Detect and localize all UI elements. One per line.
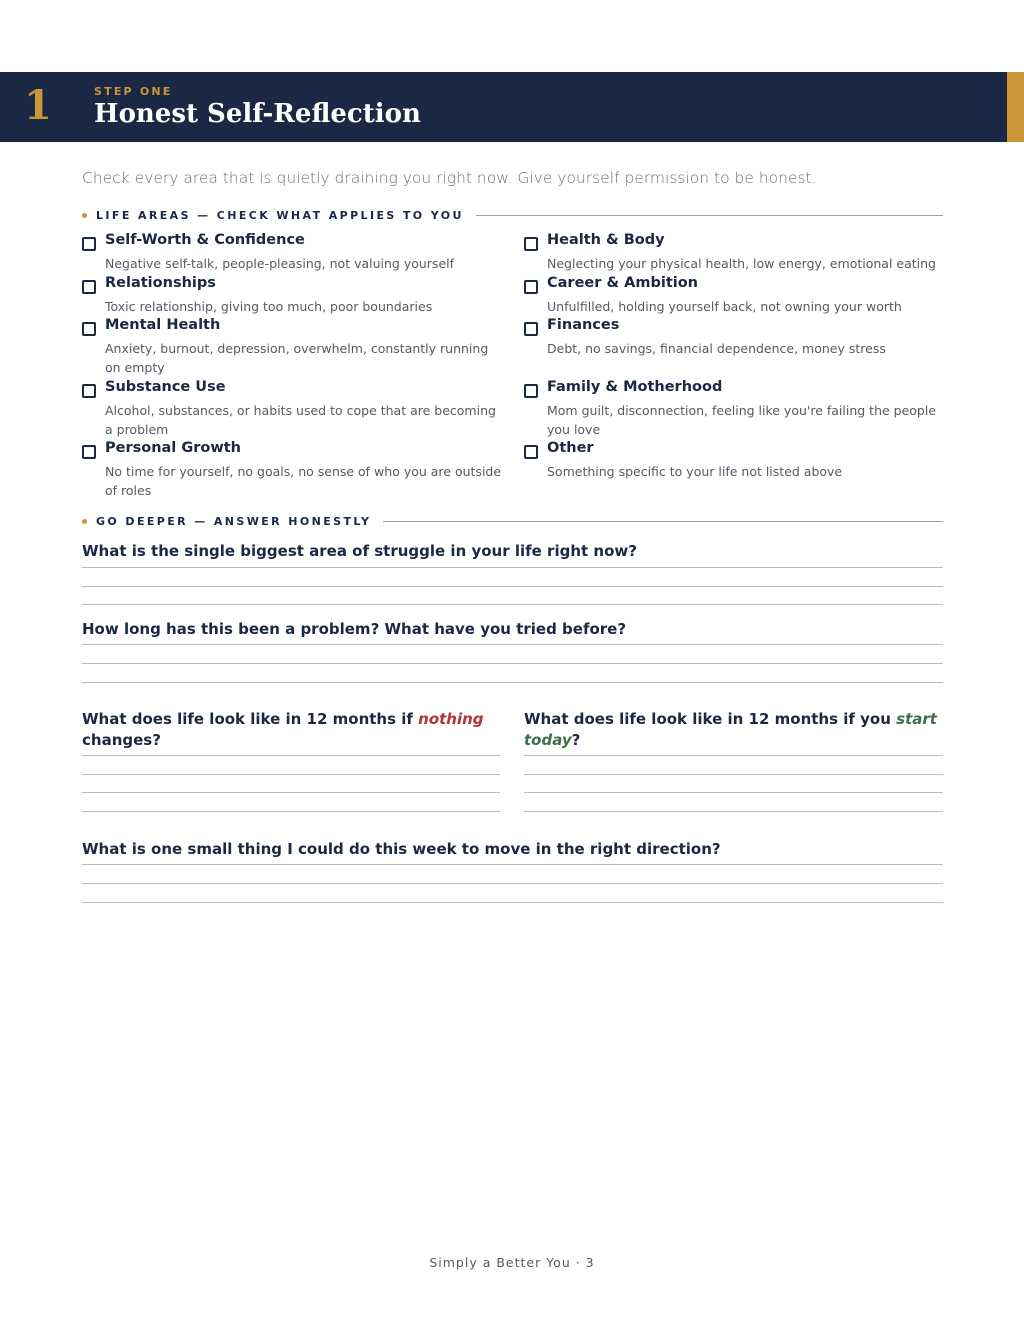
checkbox-title: Personal Growth	[105, 440, 241, 456]
checkbox-title: Finances	[547, 317, 620, 333]
checkbox-description: No time for yourself, no goals, no sense of who you are outside of roles	[105, 464, 502, 498]
emphasis-nothing: nothing	[418, 710, 484, 728]
answer-line[interactable]	[524, 792, 943, 793]
answer-line[interactable]	[82, 604, 943, 605]
page-footer: Simply a Better You · 3	[429, 1255, 595, 1270]
answer-line[interactable]	[82, 811, 500, 812]
answer-line[interactable]	[524, 774, 943, 775]
checkbox-icon[interactable]	[524, 445, 538, 459]
checkbox-description: Neglecting your physical health, low energy, emotional eating	[547, 256, 936, 271]
life-areas-label: LIFE AREAS — CHECK WHAT APPLIES TO YOU	[96, 208, 464, 222]
step-number: 1	[24, 82, 52, 129]
checkbox-title: Health & Body	[547, 232, 665, 248]
bullet-dot-icon	[82, 519, 87, 524]
checkbox-description: Debt, no savings, financial dependence, money stress	[547, 341, 886, 356]
emphasis-start-today: start today	[524, 710, 937, 749]
question-text: ?	[571, 731, 581, 749]
header-accent-bar	[1007, 72, 1024, 142]
answer-line[interactable]	[82, 774, 500, 775]
answer-line[interactable]	[82, 864, 943, 865]
checkbox-icon[interactable]	[524, 237, 538, 251]
answer-line[interactable]	[82, 902, 943, 903]
checkbox-description: Anxiety, burnout, depression, overwhelm, constantly running on empty	[105, 341, 489, 375]
answer-line[interactable]	[524, 811, 943, 812]
checkbox-title: Mental Health	[105, 317, 221, 333]
checkbox-description: Mom guilt, disconnection, feeling like you're failing the people you love	[547, 403, 937, 437]
checkbox-icon[interactable]	[82, 237, 96, 251]
checkbox-description: Alcohol, substances, or habits used to cope that are becoming a problem	[105, 403, 496, 437]
question-text: What does life look like in 12 months if	[82, 710, 419, 728]
bullet-dot-icon	[82, 213, 87, 218]
question-start-today	[524, 709, 944, 751]
answer-line[interactable]	[82, 883, 943, 884]
answer-line[interactable]	[82, 663, 943, 664]
checkbox-description: Toxic relationship, giving too much, poor boundaries	[105, 299, 433, 314]
question-text: What does life look like in 12 months if you	[524, 710, 897, 728]
checkbox-title: Relationships	[105, 275, 216, 291]
step-eyebrow: STEP ONE	[94, 85, 173, 98]
checkbox-icon[interactable]	[82, 280, 96, 294]
answer-line[interactable]	[82, 755, 500, 756]
question-one-small-thing: What is one small thing I could do this week to move in the right direction?	[82, 840, 721, 858]
intro-text: Check every area that is quietly draining you right now. Give yourself permission to be honest.	[82, 169, 817, 187]
page-title: Honest Self-Reflection	[94, 99, 421, 129]
checkbox-icon[interactable]	[82, 384, 96, 398]
answer-line[interactable]	[524, 755, 943, 756]
life-areas-heading	[82, 208, 943, 222]
answer-line[interactable]	[82, 682, 943, 683]
checkbox-title: Career & Ambition	[547, 275, 699, 291]
answer-line[interactable]	[82, 644, 943, 645]
section-divider	[476, 215, 943, 216]
checkbox-title: Other	[547, 440, 594, 456]
question-text: changes?	[82, 731, 161, 749]
checkbox-title: Self-Worth & Confidence	[105, 232, 305, 248]
go-deeper-label: GO DEEPER — ANSWER HONESTLY	[96, 514, 372, 528]
checkbox-icon[interactable]	[524, 280, 538, 294]
answer-line[interactable]	[82, 792, 500, 793]
checkbox-icon[interactable]	[82, 322, 96, 336]
question-nothing-changes	[82, 709, 500, 751]
checkbox-title: Family & Motherhood	[547, 379, 723, 395]
question-how-long: How long has this been a problem? What have you tried before?	[82, 620, 627, 638]
checkbox-description: Something specific to your life not listed above	[547, 464, 843, 479]
checkbox-icon[interactable]	[524, 384, 538, 398]
checkbox-title: Substance Use	[105, 379, 226, 395]
checkbox-icon[interactable]	[524, 322, 538, 336]
checkbox-icon[interactable]	[82, 445, 96, 459]
answer-line[interactable]	[82, 567, 943, 568]
checkbox-description: Negative self-talk, people-pleasing, not valuing yourself	[105, 256, 455, 271]
answer-line[interactable]	[82, 586, 943, 587]
question-biggest-struggle: What is the single biggest area of struggle in your life right now?	[82, 542, 637, 560]
section-divider	[383, 521, 943, 522]
go-deeper-heading	[82, 514, 943, 528]
checkbox-description: Unfulfilled, holding yourself back, not owning your worth	[547, 299, 902, 314]
